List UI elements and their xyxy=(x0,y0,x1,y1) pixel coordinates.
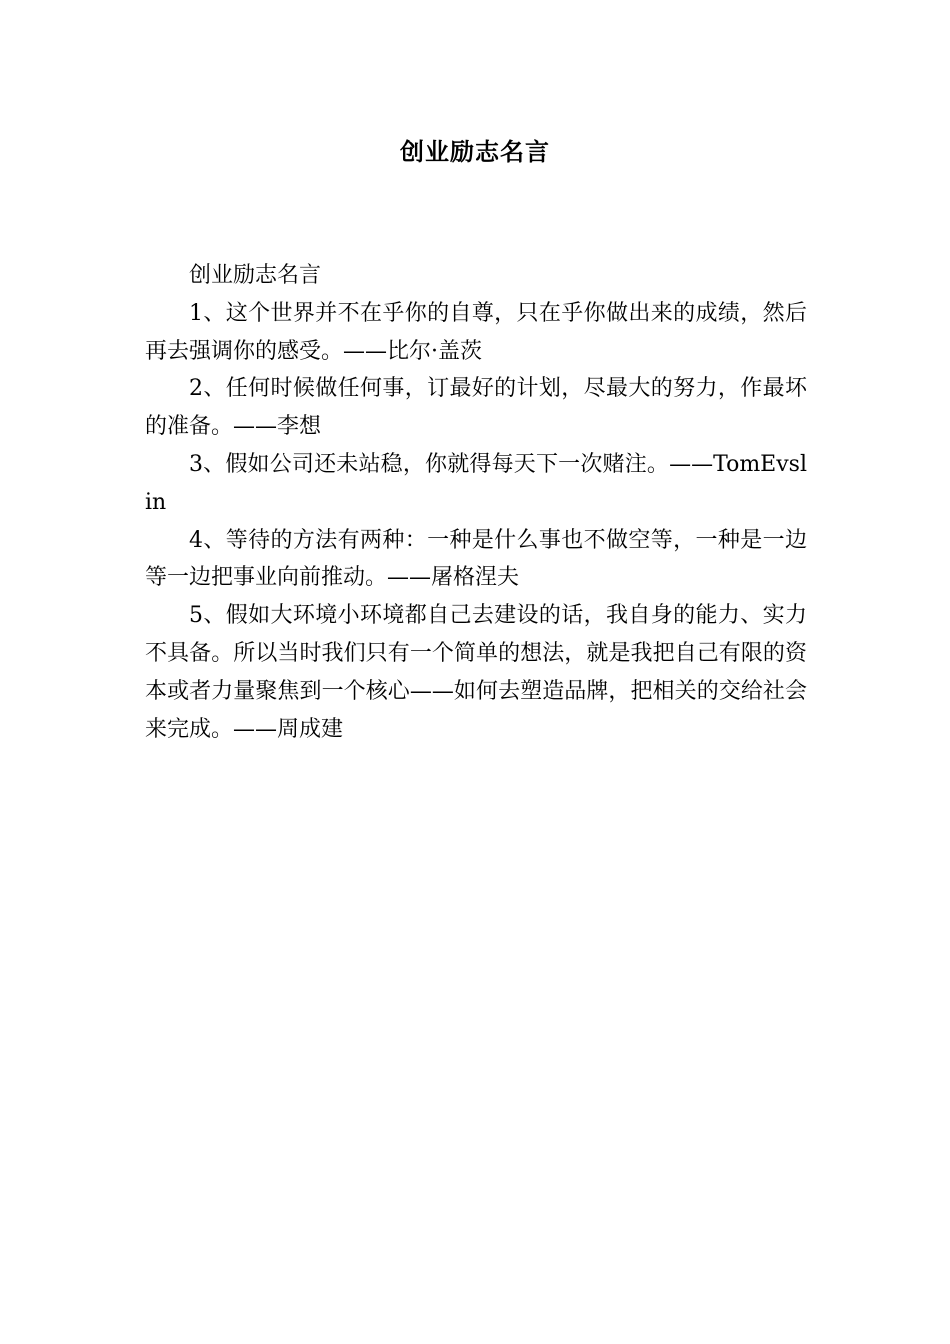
quote-paragraph-1: 1、这个世界并不在乎你的自尊，只在乎你做出来的成绩，然后再去强调你的感受。——比尔·盖茨 xyxy=(145,300,807,364)
paragraph-heading: 创业励志名言 xyxy=(189,263,322,288)
quote-paragraph-3: 3、假如公司还未站稳，你就得每天下一次赌注。——TomEvslin xyxy=(145,451,807,515)
quote-paragraph-4: 4、等待的方法有两种：一种是什么事也不做空等，一种是一边等一边把事业向前推动。——屠格涅夫 xyxy=(145,527,807,591)
document-title: 创业励志名言 xyxy=(400,138,550,166)
quote-paragraph-2: 2、任何时候做任何事，订最好的计划，尽最大的努力，作最坏的准备。——李想 xyxy=(145,376,807,440)
quote-paragraph-5: 5、假如大环境小环境都自己去建设的话，我自身的能力、实力不具备。所以当时我们只有一个简单的想法，就是我把自己有限的资本或者力量聚焦到一个核心——如何去塑造品牌，把相关的交给社会来完成。——周成建 xyxy=(145,603,807,742)
document-body xyxy=(145,257,807,748)
